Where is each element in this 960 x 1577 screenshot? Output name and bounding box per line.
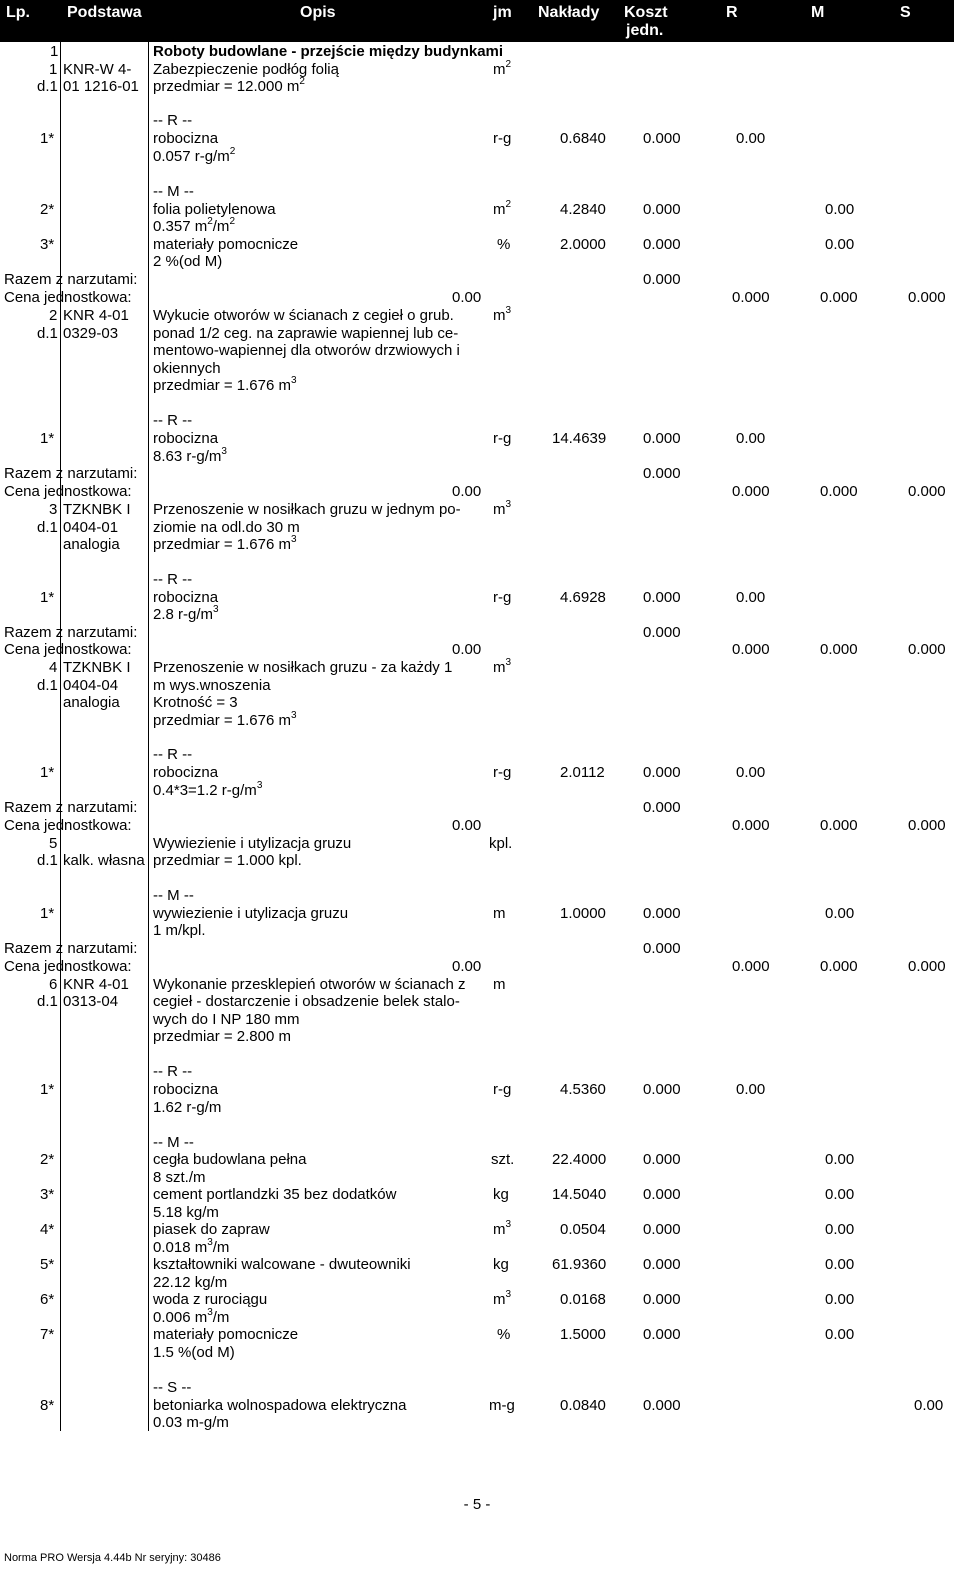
position-unit: m: [493, 976, 506, 993]
resource-lp: 2*: [40, 201, 55, 218]
position-unit: kpl.: [489, 835, 513, 852]
resource-m-value: 0.00: [825, 1186, 855, 1203]
position-number: 1: [49, 61, 58, 78]
resource-r-value: 0.00: [736, 1081, 766, 1098]
position-description: ponad 1/2 ceg. na zaprawie wapiennej lub ce-: [153, 325, 459, 342]
resource-m-value: 0.00: [825, 905, 855, 922]
chapter-title: Roboty budowlane - przejście między budynkami: [153, 43, 504, 60]
col-lp: Lp.: [6, 4, 30, 21]
resource-name: kształtowniki walcowane - dwuteowniki: [153, 1256, 411, 1273]
resource-norm: 2.8 $r-g/m^3$: [153, 604, 219, 623]
unit-price-s: 0.000: [908, 641, 946, 658]
position-number: 3: [49, 501, 58, 518]
resource-m-value: 0.00: [825, 1256, 855, 1273]
position-base-cont: 0404-04: [63, 677, 119, 694]
resource-unit: r-g: [493, 130, 512, 147]
resource-unit: %: [497, 236, 511, 253]
col-podstawa: Podstawa: [67, 4, 142, 21]
resource-m-value: 0.00: [825, 201, 855, 218]
resource-unit-cost: 0.000: [643, 430, 681, 447]
total-with-markups-label: Razem z narzutami:: [4, 799, 138, 816]
resource-name: robocizna: [153, 430, 219, 447]
total-with-markups-value: 0.000: [643, 465, 681, 482]
resource-m-value: 0.00: [825, 236, 855, 253]
position-description: m wys.wnoszenia: [153, 677, 271, 694]
table-header: [0, 0, 954, 42]
unit-price-s: 0.000: [908, 958, 946, 975]
resource-amount: 4.2840: [560, 201, 606, 218]
resource-unit: $m^3$: [493, 1219, 512, 1238]
position-quantity: przedmiar = 1.000 kpl.: [153, 852, 302, 869]
col-s: S: [900, 4, 911, 21]
material-section-label: -- M --: [153, 183, 194, 200]
labor-section-label: -- R --: [153, 112, 193, 129]
unit-price-label: Cena jednostkowa:: [4, 641, 132, 658]
resource-r-value: 0.00: [736, 130, 766, 147]
position-base-cont: 0313-04: [63, 993, 119, 1010]
position-multiplier: Krotność = 3: [153, 694, 238, 711]
position-dot: d.1: [37, 852, 58, 869]
resource-lp: 5*: [40, 1256, 55, 1273]
resource-norm: 22.12 kg/m: [153, 1274, 228, 1291]
resource-amount: 2.0000: [560, 236, 606, 253]
resource-norm: 0.057 $r-g/m^2$: [153, 146, 236, 165]
unit-price-m: 0.000: [820, 483, 858, 500]
resource-lp: 1*: [40, 430, 55, 447]
unit-price-s: 0.000: [908, 817, 946, 834]
resource-norm: 8 szt./m: [153, 1169, 206, 1186]
position-number: 4: [49, 659, 58, 676]
col-naklady: Nakłady: [538, 4, 600, 21]
resource-name: wywiezienie i utylizacja gruzu: [153, 905, 349, 922]
resource-name: piasek do zapraw: [153, 1221, 270, 1238]
resource-lp: 1*: [40, 905, 55, 922]
resource-lp: 3*: [40, 236, 55, 253]
position-description: mentowo-wapiennej dla otworów drzwiowych i: [153, 342, 460, 359]
position-quantity: przedmiar = 1.676 $m^3$: [153, 710, 297, 729]
resource-name: folia polietylenowa: [153, 201, 276, 218]
position-base-cont: 0404-01: [63, 519, 119, 536]
resource-s-value: 0.00: [914, 1397, 944, 1414]
resource-unit: r-g: [493, 430, 512, 447]
unit-price-m: 0.000: [820, 958, 858, 975]
resource-unit-cost: 0.000: [643, 236, 681, 253]
resource-unit: $m^2$: [493, 199, 512, 218]
resource-amount: 22.4000: [552, 1151, 607, 1168]
total-with-markups-value: 0.000: [643, 624, 681, 641]
resource-amount: 4.6928: [560, 589, 606, 606]
resource-amount: 4.5360: [560, 1081, 606, 1098]
position-description: cegieł - dostarczenie i obsadzenie belek stalo-: [153, 993, 460, 1010]
resource-unit: $m^3$: [493, 1289, 512, 1308]
resource-lp: 6*: [40, 1291, 55, 1308]
position-base: TZKNBK I: [63, 659, 131, 676]
unit-price-value: 0.00: [452, 289, 482, 306]
resource-unit-cost: 0.000: [643, 1256, 681, 1273]
resource-m-value: 0.00: [825, 1326, 855, 1343]
col-m: M: [811, 4, 825, 21]
labor-section-label: -- R --: [153, 746, 193, 763]
column-separator-podstawa: [148, 42, 149, 1431]
unit-price-r: 0.000: [732, 641, 770, 658]
position-number: 5: [49, 835, 58, 852]
resource-unit-cost: 0.000: [643, 201, 681, 218]
resource-lp: 1*: [40, 130, 55, 147]
resource-r-value: 0.00: [736, 589, 766, 606]
unit-price-r: 0.000: [732, 958, 770, 975]
resource-unit-cost: 0.000: [643, 1397, 681, 1414]
position-dot: d.1: [37, 677, 58, 694]
resource-name: woda z rurociągu: [153, 1291, 268, 1308]
resource-unit: r-g: [493, 1081, 512, 1098]
unit-price-r: 0.000: [732, 289, 770, 306]
unit-price-value: 0.00: [452, 483, 482, 500]
position-dot: d.1: [37, 325, 58, 342]
total-with-markups-label: Razem z narzutami:: [4, 940, 138, 957]
resource-unit: kg: [493, 1256, 509, 1273]
position-unit: $m^3$: [493, 657, 512, 676]
resource-unit: m: [493, 905, 506, 922]
total-with-markups-value: 0.000: [643, 799, 681, 816]
resource-norm: 0.018 $m^3/m$: [153, 1237, 230, 1256]
position-description: Wywiezienie i utylizacja gruzu: [153, 835, 352, 852]
col-opis: Opis: [300, 4, 336, 21]
resource-r-value: 0.00: [736, 430, 766, 447]
material-section-label: -- M --: [153, 1134, 194, 1151]
unit-price-value: 0.00: [452, 958, 482, 975]
position-base-note: analogia: [63, 694, 120, 711]
unit-price-label: Cena jednostkowa:: [4, 817, 132, 834]
unit-price-r: 0.000: [732, 483, 770, 500]
position-unit: $m^2$: [493, 59, 512, 78]
position-quantity: przedmiar = 2.800 m: [153, 1028, 291, 1045]
resource-norm: 0.357 $m^2/m^2$: [153, 216, 235, 235]
resource-m-value: 0.00: [825, 1221, 855, 1238]
chapter-number: 1: [50, 43, 59, 60]
resource-unit: kg: [493, 1186, 509, 1203]
resource-amount: 1.5000: [560, 1326, 606, 1343]
unit-price-label: Cena jednostkowa:: [4, 483, 132, 500]
resource-unit-cost: 0.000: [643, 1186, 681, 1203]
unit-price-value: 0.00: [452, 641, 482, 658]
position-base-cont: 0329-03: [63, 325, 119, 342]
resource-lp: 3*: [40, 1186, 55, 1203]
resource-unit: %: [497, 1326, 511, 1343]
resource-name: robocizna: [153, 764, 219, 781]
position-description: wych do I NP 180 mm: [153, 1011, 300, 1028]
unit-price-label: Cena jednostkowa:: [4, 958, 132, 975]
resource-unit-cost: 0.000: [643, 764, 681, 781]
position-base: KNR-W 4-: [63, 61, 132, 78]
resource-name: betoniarka wolnospadowa elektryczna: [153, 1397, 407, 1414]
unit-price-r: 0.000: [732, 817, 770, 834]
labor-section-label: -- R --: [153, 571, 193, 588]
unit-price-m: 0.000: [820, 641, 858, 658]
position-dot: d.1: [37, 78, 58, 95]
position-base: KNR 4-01: [63, 976, 129, 993]
position-description: Wykucie otworów w ścianach z cegieł o grub.: [153, 307, 454, 324]
resource-amount: 0.0840: [560, 1397, 606, 1414]
resource-unit-cost: 0.000: [643, 905, 681, 922]
resource-lp: 4*: [40, 1221, 55, 1238]
total-with-markups-label: Razem z narzutami:: [4, 271, 138, 288]
resource-amount: 0.6840: [560, 130, 606, 147]
position-quantity: przedmiar = 1.676 $m^3$: [153, 534, 297, 553]
unit-price-s: 0.000: [908, 483, 946, 500]
position-base: KNR 4-01: [63, 307, 129, 324]
resource-norm: 1.5 %(od M): [153, 1344, 235, 1361]
unit-price-label: Cena jednostkowa:: [4, 289, 132, 306]
resource-unit-cost: 0.000: [643, 1151, 681, 1168]
labor-section-label: -- R --: [153, 1063, 193, 1080]
unit-price-m: 0.000: [820, 289, 858, 306]
position-description: ziomie na odl.do 30 m: [153, 519, 300, 536]
labor-section-label: -- R --: [153, 412, 193, 429]
resource-name: materiały pomocnicze: [153, 236, 299, 253]
resource-name: cement portlandzki 35 bez dodatków: [153, 1186, 397, 1203]
col-koszt: Koszt: [624, 4, 668, 21]
column-separator-lp: [60, 42, 61, 1431]
resource-m-value: 0.00: [825, 1291, 855, 1308]
resource-amount: 0.0504: [560, 1221, 606, 1238]
resource-norm: 5.18 kg/m: [153, 1204, 219, 1221]
resource-amount: 1.0000: [560, 905, 606, 922]
position-base: TZKNBK I: [63, 501, 131, 518]
unit-price-value: 0.00: [452, 817, 482, 834]
resource-name: robocizna: [153, 1081, 219, 1098]
unit-price-s: 0.000: [908, 289, 946, 306]
resource-amount: 0.0168: [560, 1291, 606, 1308]
resource-norm: 8.63 $r-g/m^3$: [153, 446, 227, 465]
resource-name: materiały pomocnicze: [153, 1326, 299, 1343]
resource-r-value: 0.00: [736, 764, 766, 781]
position-number: 2: [49, 307, 58, 324]
resource-lp: 1*: [40, 1081, 55, 1098]
position-unit: $m^3$: [493, 305, 512, 324]
position-quantity: przedmiar = 1.676 $m^3$: [153, 375, 297, 394]
position-number: 6: [49, 976, 58, 993]
resource-amount: 2.0112: [560, 764, 605, 781]
resource-norm: 0.006 $m^3/m$: [153, 1307, 230, 1326]
resource-unit-cost: 0.000: [643, 589, 681, 606]
resource-norm: 0.03 m-g/m: [153, 1414, 229, 1431]
resource-lp: 2*: [40, 1151, 55, 1168]
col-jm: jm: [493, 4, 512, 21]
resource-lp: 1*: [40, 589, 55, 606]
total-with-markups-value: 0.000: [643, 940, 681, 957]
total-with-markups-value: 0.000: [643, 271, 681, 288]
position-description: Przenoszenie w nosiłkach gruzu - za każdy 1: [153, 659, 453, 676]
resource-m-value: 0.00: [825, 1151, 855, 1168]
software-footer: Norma PRO Wersja 4.44b Nr seryjny: 30486: [4, 1552, 221, 1564]
position-base-note: analogia: [63, 536, 120, 553]
resource-norm: 1.62 r-g/m: [153, 1099, 222, 1116]
equipment-section-label: -- S --: [153, 1379, 192, 1396]
position-base-cont: 01 1216-01: [63, 78, 139, 95]
col-koszt-jedn: jedn.: [626, 22, 664, 39]
position-description: Wykonanie przesklepień otworów w ścianach z: [153, 976, 466, 993]
resource-unit-cost: 0.000: [643, 130, 681, 147]
position-base: kalk. własna: [63, 852, 145, 869]
resource-name: cegła budowlana pełna: [153, 1151, 307, 1168]
resource-norm: 0.4*3=1.2 $r-g/m^3$: [153, 780, 263, 799]
position-description: Zabezpieczenie podłóg folią: [153, 61, 339, 78]
resource-name: robocizna: [153, 130, 219, 147]
resource-amount: 14.5040: [552, 1186, 607, 1203]
resource-unit-cost: 0.000: [643, 1221, 681, 1238]
total-with-markups-label: Razem z narzutami:: [4, 624, 138, 641]
resource-unit: r-g: [493, 589, 512, 606]
col-r: R: [726, 4, 738, 21]
resource-lp: 8*: [40, 1397, 55, 1414]
unit-price-m: 0.000: [820, 817, 858, 834]
position-dot: d.1: [37, 519, 58, 536]
resource-unit-cost: 0.000: [643, 1081, 681, 1098]
material-section-label: -- M --: [153, 887, 194, 904]
resource-unit: szt.: [491, 1151, 515, 1168]
resource-unit: m-g: [489, 1397, 515, 1414]
position-quantity: przedmiar = 12.000 $m^2$: [153, 76, 305, 95]
position-dot: d.1: [37, 993, 58, 1010]
resource-norm: 1 m/kpl.: [153, 922, 206, 939]
page-number: - 5 -: [463, 1496, 491, 1513]
resource-lp: 7*: [40, 1326, 55, 1343]
resource-amount: 61.9360: [552, 1256, 607, 1273]
resource-name: robocizna: [153, 589, 219, 606]
resource-unit-cost: 0.000: [643, 1291, 681, 1308]
total-with-markups-label: Razem z narzutami:: [4, 465, 138, 482]
position-description: Przenoszenie w nosiłkach gruzu w jednym po-: [153, 501, 461, 518]
position-unit: $m^3$: [493, 499, 512, 518]
resource-lp: 1*: [40, 764, 55, 781]
resource-norm: 2 %(od M): [153, 253, 223, 270]
position-description: okiennych: [153, 360, 221, 377]
resource-unit: r-g: [493, 764, 512, 781]
resource-amount: 14.4639: [552, 430, 607, 447]
resource-unit-cost: 0.000: [643, 1326, 681, 1343]
